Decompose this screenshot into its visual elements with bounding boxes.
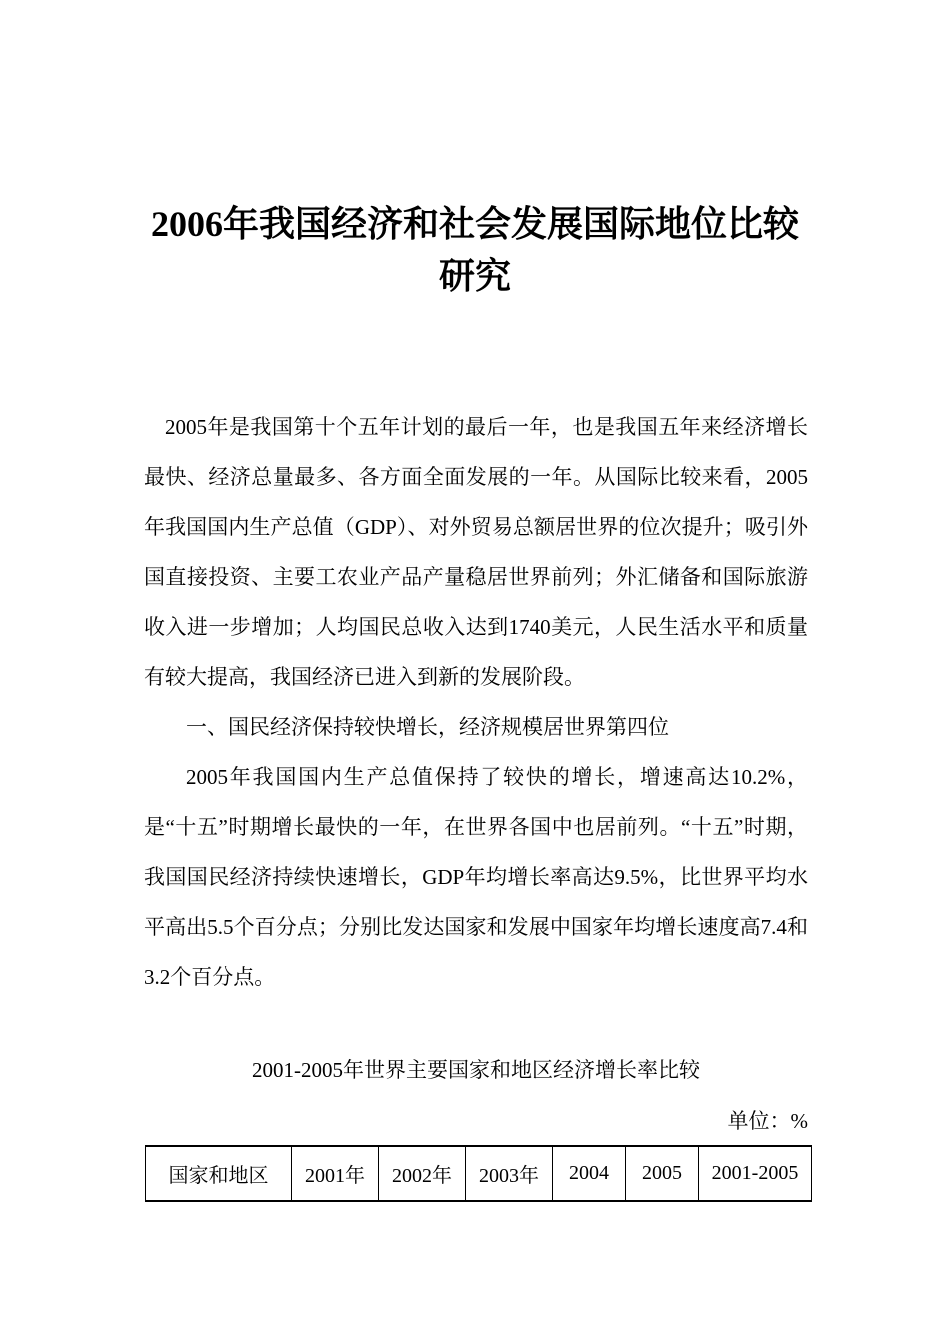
body-text: [144, 402, 808, 1002]
header-cell: 2002年: [379, 1146, 466, 1201]
header-cell: 2001年: [292, 1146, 379, 1201]
growth-rate-table: [145, 1145, 812, 1202]
section-heading: 一、国民经济保持较快增长，经济规模居世界第四位: [186, 715, 669, 739]
paragraph-intro: 2005年是我国第十个五年计划的最后一年，也是我国五年来经济增长最快、经济总量最多、各方面全面发展的一年。从国际比较来看，2005年我国国内生产总值（GDP）、对外贸易总额居世界的位次提升；吸引外国直接投资、主要工农业产品产量稳居世界前列；外汇储备和国际旅游收入进一步增加；人均国民总收入达到1740美元，人民生活水平和质量有较大提高，我国经济已进入到新的发展阶段。: [144, 415, 808, 689]
document-title: [140, 198, 810, 302]
header-cell: 2001-2005: [699, 1146, 812, 1201]
title-line-2: 研究: [438, 256, 511, 296]
header-cell: 2003年: [466, 1146, 553, 1201]
table-header-row: [146, 1146, 812, 1201]
table-unit: 单位：%: [727, 1109, 808, 1133]
header-cell: 国家和地区: [146, 1146, 292, 1201]
header-cell: 2005: [626, 1146, 699, 1201]
table-caption: 2001-2005年世界主要国家和地区经济增长率比较: [252, 1058, 700, 1082]
title-line-1: 2006年我国经济和社会发展国际地位比较: [150, 204, 799, 244]
header-cell: 2004: [553, 1146, 626, 1201]
paragraph-growth: 2005年我国国内生产总值保持了较快的增长，增速高达10.2%，是“十五”时期增长最快的一年，在世界各国中也居前列。“十五”时期，我国国民经济持续快速增长，GDP年均增长率高达9.5%，比世界平均水平高出5.5个百分点；分别比发达国家和发展中国家年均增长速度高7.4和3.2个百分点。: [144, 765, 808, 989]
